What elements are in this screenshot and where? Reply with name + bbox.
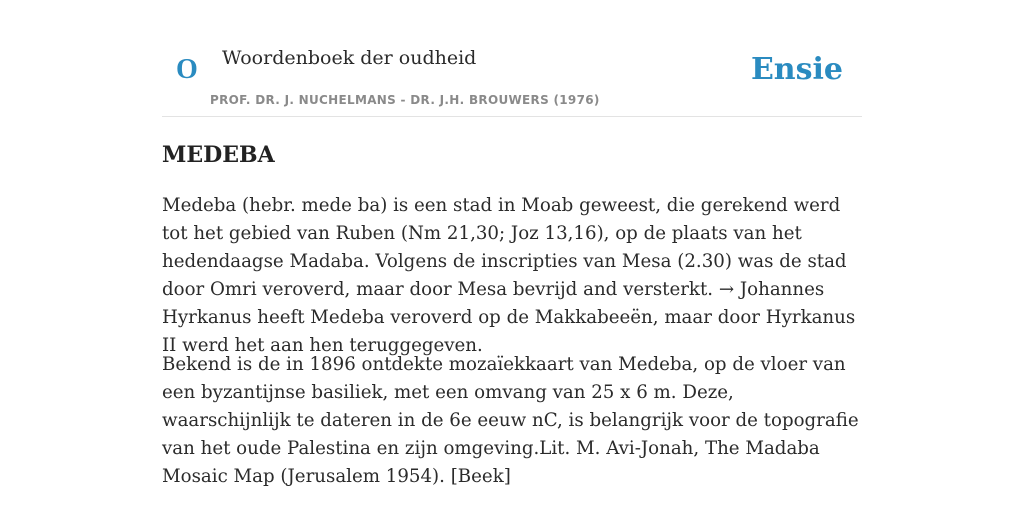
entry-title: MEDEBA (162, 142, 275, 168)
cross-reference-arrow-link[interactable]: → (718, 279, 735, 300)
ensie-logo-link[interactable]: Ensie (750, 52, 843, 87)
paragraph-1-text: Medeba (hebr. mede ba) is een stad in Moab geweest, die gerekend werd tot het gebied van Ruben (Nm 21,30; Joz 13,16), op de plaats van het hedendaagse Madaba. Volgens de inscripties van Mesa (2.30) was de stad door Omri veroverd, maar door Mesa bevrijd and versterkt. (162, 195, 847, 300)
dictionary-entry-page (162, 0, 862, 487)
book-header (162, 0, 862, 117)
book-title-link[interactable]: Woordenboek der oudheid (222, 47, 477, 69)
book-letter-icon[interactable]: O (176, 54, 198, 85)
paragraph-1-text-continued: Johannes Hyrkanus heeft Medeba veroverd op de Makkabeeën, maar door Hyrkanus II werd het aan hen teruggegeven. (162, 279, 856, 356)
entry-paragraph-1 (162, 192, 862, 360)
entry-paragraph-2: Bekend is de in 1896 ontdekte mozaïekkaart van Medeba, op de vloer van een byzantijnse basiliek, met een omvang van 25 x 6 m. Deze, waarschijnlijk te dateren in de 6e eeuw nC, is belangrijk voor de topografie van het oude Palestina en zijn omgeving.Lit. M. Avi-Jonah, The Madaba Mosaic Map (Jerusalem 1954). [Beek] (162, 354, 859, 487)
book-authors: PROF. DR. J. NUCHELMANS - DR. J.H. BROUWERS (1976) (210, 93, 600, 107)
